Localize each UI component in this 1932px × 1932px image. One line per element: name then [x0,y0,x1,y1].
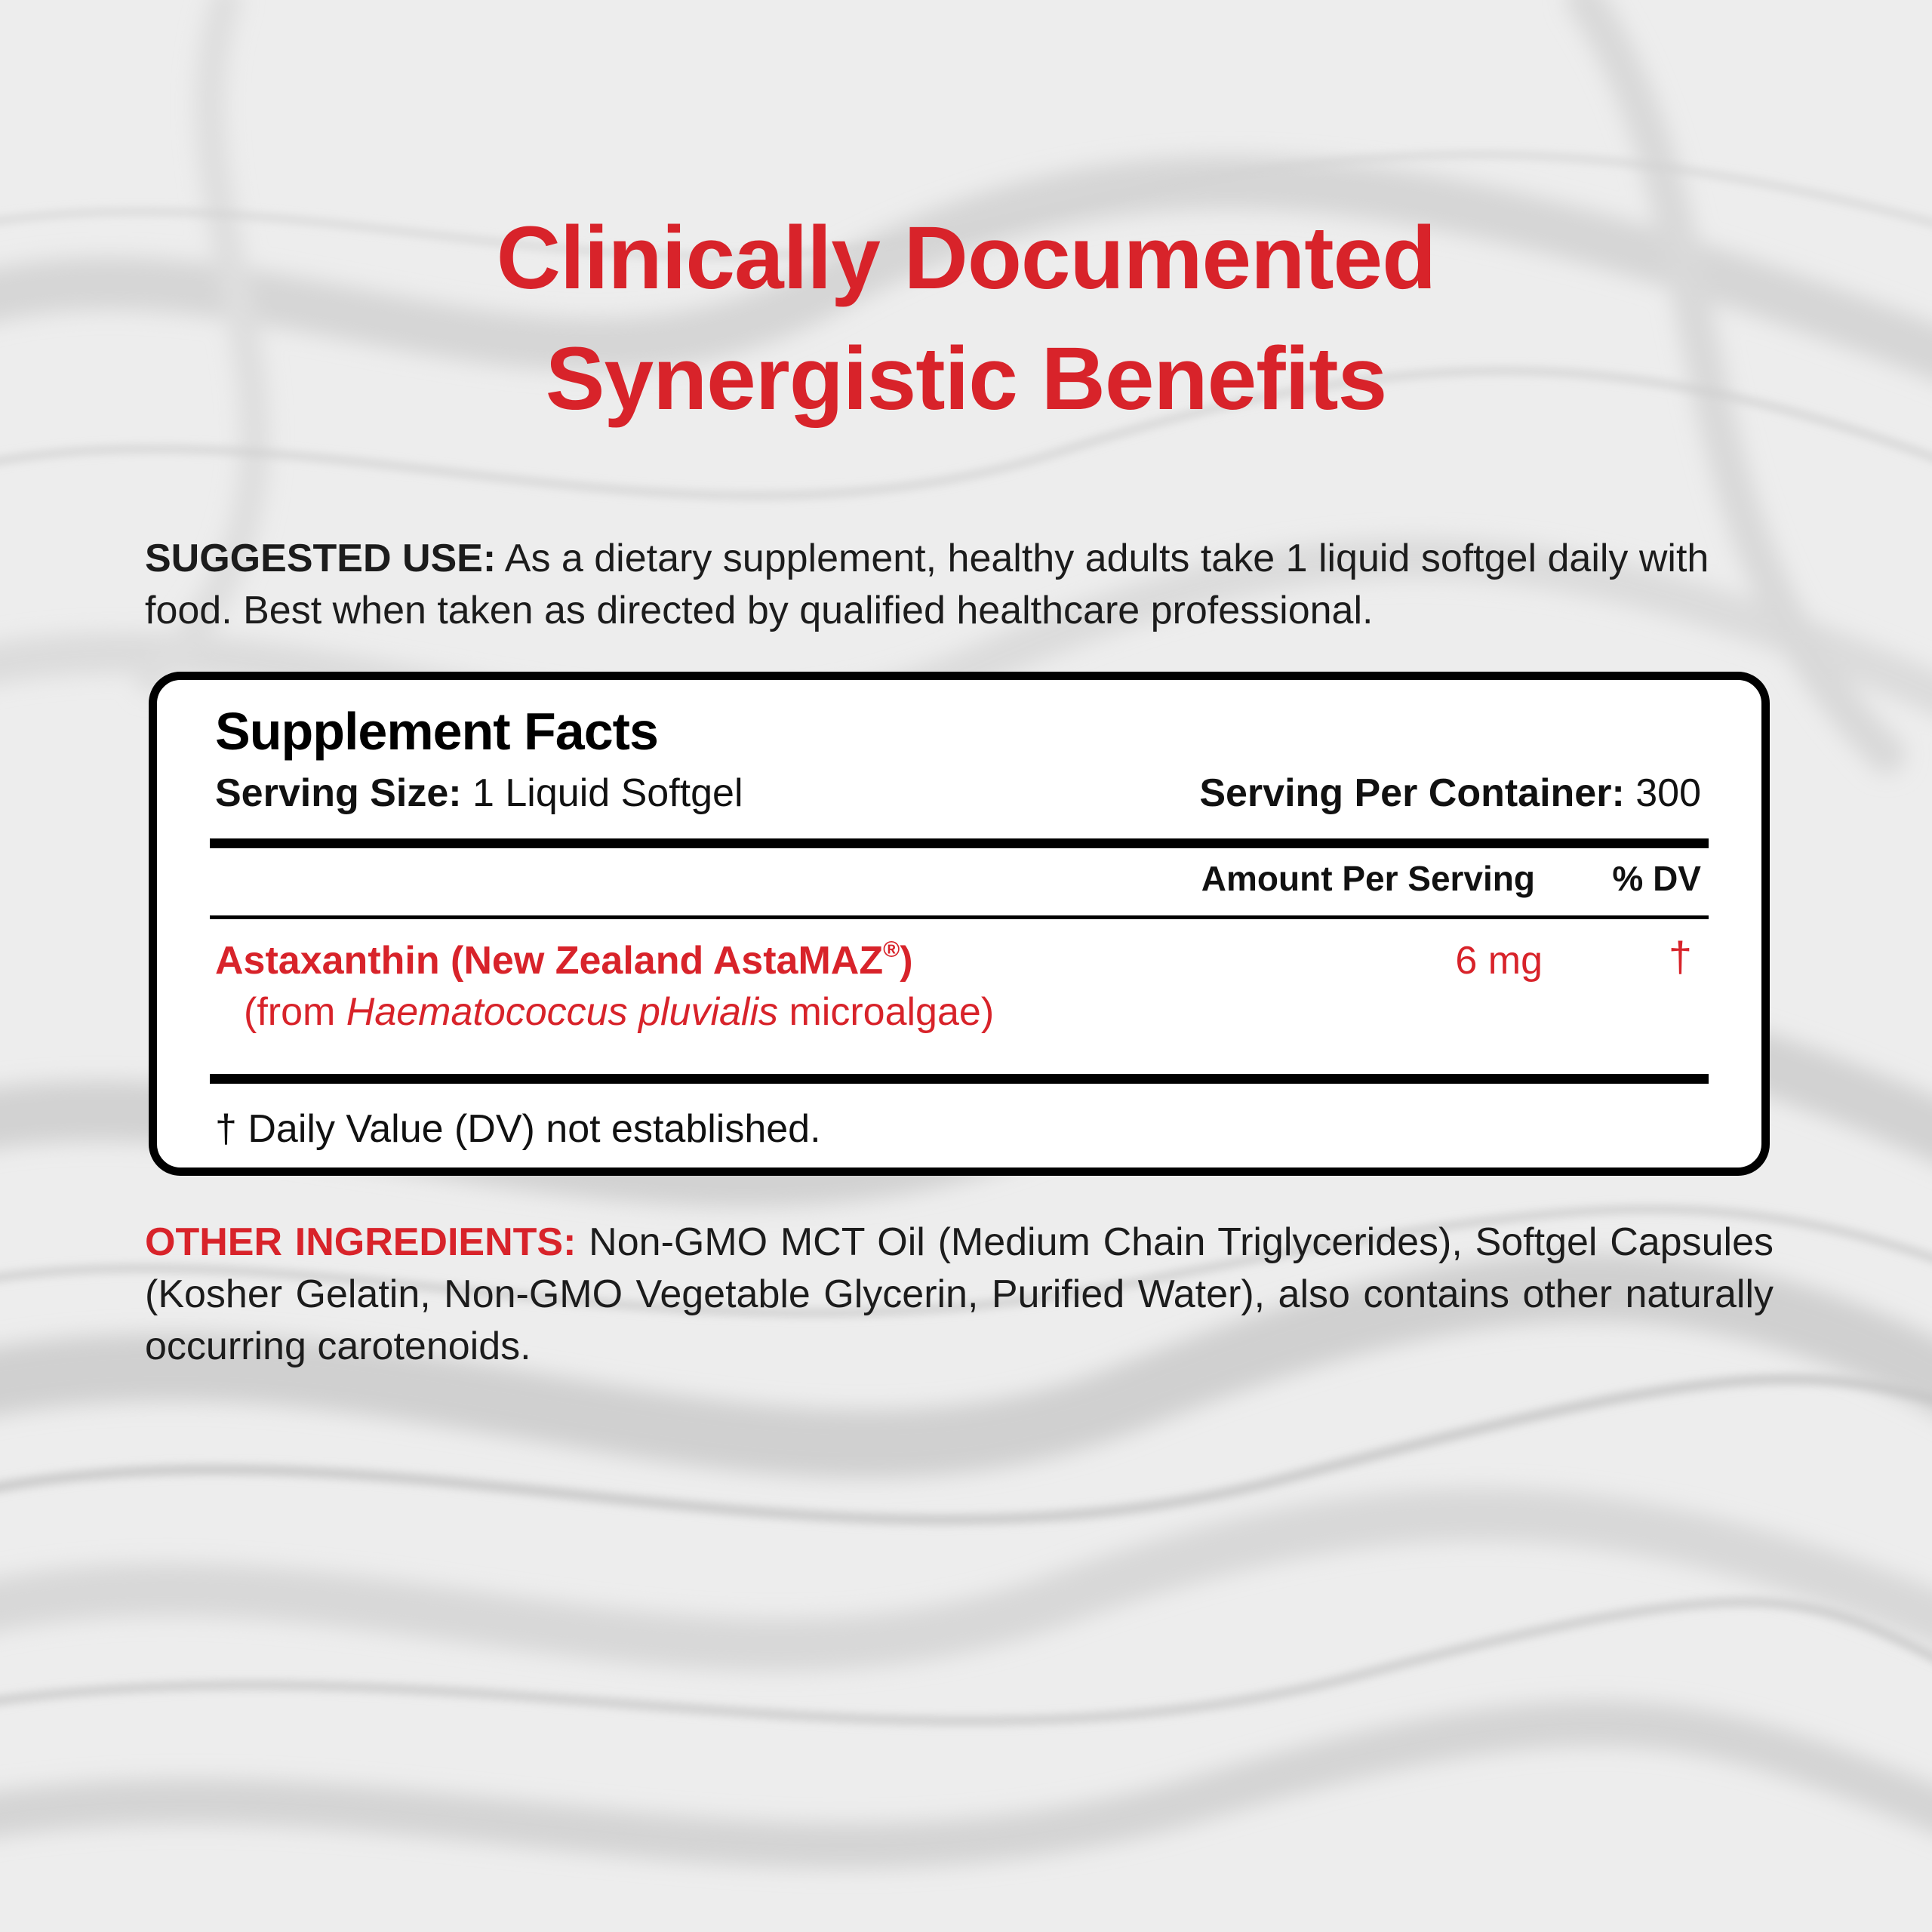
dv-header: % DV [1612,859,1701,898]
supplement-facts-title: Supplement Facts [215,702,658,761]
suggested-use-label: SUGGESTED USE: [145,537,497,580]
supplement-facts-panel [149,672,1770,1176]
ingredient-source [244,989,994,1035]
headline-line-1: Clinically Documented [496,208,1436,308]
ingredient-source-suffix: microalgae) [778,990,995,1034]
serving-size-value: 1 Liquid Softgel [461,771,743,815]
suggested-use-paragraph [145,533,1774,637]
other-ingredients-text: Non-GMO MCT Oil (Medium Chain Triglycerides), Softgel Capsules (Kosher Gelatin, Non-GMO Vegetable Glycerin, Purified Water), also contains other naturally occurring carotenoids. [145,1220,1774,1368]
other-ingredients-label: OTHER INGREDIENTS: [145,1220,577,1264]
headline [0,198,1932,439]
ingredient-name-text: Astaxanthin (New Zealand AstaMAZ [215,939,884,983]
amount-per-serving-header: Amount Per Serving [1201,859,1535,898]
ingredient-name-close: ) [900,939,913,983]
divider-thin [210,915,1709,919]
registered-mark: ® [883,937,900,962]
ingredient-source-prefix: (from [244,990,346,1034]
servings-per-container-label: Serving Per Container: [1199,771,1625,815]
ingredient-source-species: Haematococcus pluvialis [346,990,779,1034]
servings-per-container-value: 300 [1624,771,1701,815]
divider-thick-top [210,838,1709,848]
headline-line-2: Synergistic Benefits [545,329,1387,429]
dv-footnote: † Daily Value (DV) not established. [215,1107,821,1151]
divider-thick-bottom [210,1074,1709,1084]
servings-per-container [1199,771,1701,816]
other-ingredients-paragraph [145,1217,1774,1373]
ingredient-name [215,938,913,983]
serving-size-label: Serving Size: [215,771,462,815]
serving-size [215,771,743,816]
suggested-use-text: As a dietary supplement, healthy adults take 1 liquid softgel daily with food. Best when taken as directed by qualified healthcare professional. [145,537,1709,632]
ingredient-amount: 6 mg [1455,939,1543,983]
ingredient-dv: † [1668,933,1692,980]
